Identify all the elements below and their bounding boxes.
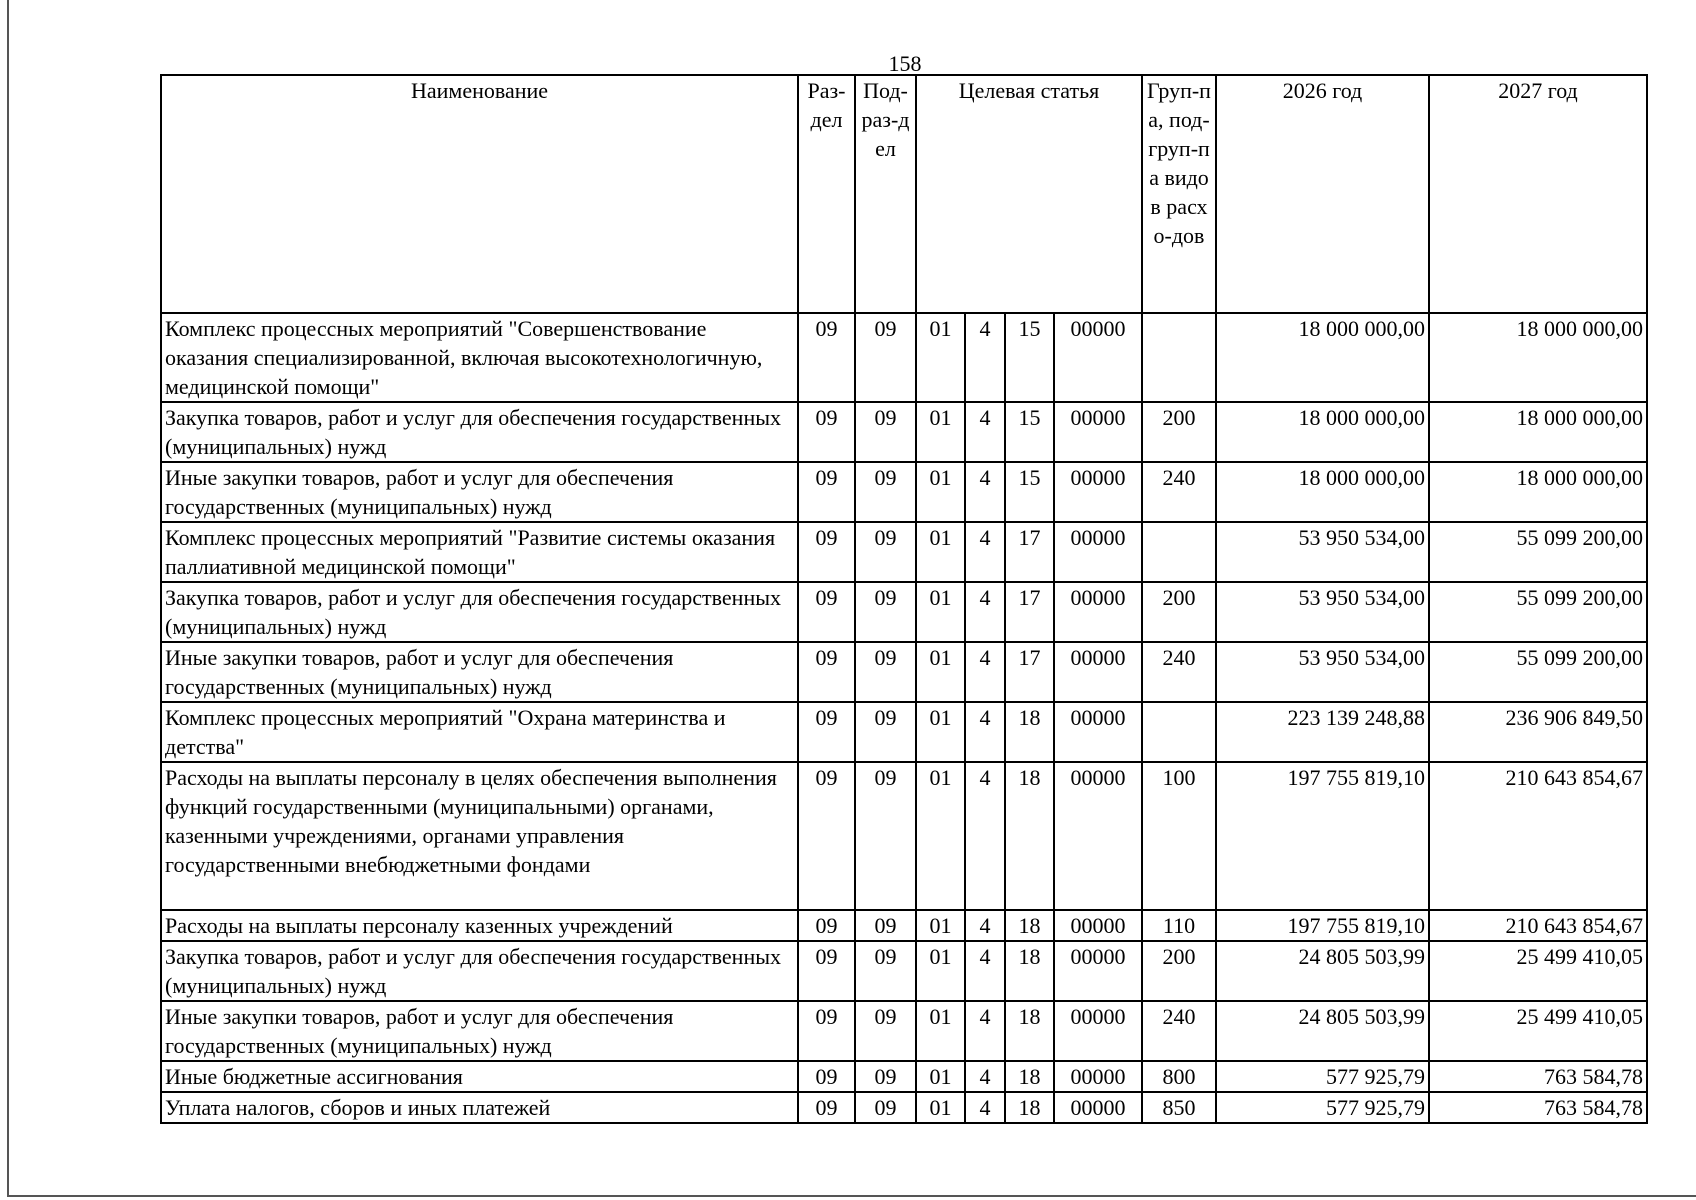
- col-head-target: Целевая статья: [916, 75, 1142, 313]
- cell-name: Закупка товаров, работ и услуг для обеспечения государственных (муниципальных) нужд: [161, 402, 798, 462]
- cell-group: 200: [1142, 582, 1216, 642]
- cell-razdel: 09: [798, 762, 855, 910]
- cell-target-direction: 00000: [1054, 582, 1142, 642]
- cell-razdel: 09: [798, 1061, 855, 1092]
- cell-2027: 25 499 410,05: [1429, 941, 1647, 1001]
- table-row: [161, 762, 1647, 910]
- cell-target-program: 01: [916, 462, 965, 522]
- table-row: [161, 582, 1647, 642]
- table-row: [161, 402, 1647, 462]
- cell-target-type: 4: [965, 582, 1005, 642]
- cell-2026: 53 950 534,00: [1216, 642, 1429, 702]
- cell-target-direction: 00000: [1054, 313, 1142, 402]
- col-head-razdel: Раз-дел: [798, 75, 855, 313]
- cell-2027: 763 584,78: [1429, 1092, 1647, 1123]
- cell-target-element: 18: [1005, 910, 1054, 941]
- cell-target-program: 01: [916, 402, 965, 462]
- cell-razdel: 09: [798, 582, 855, 642]
- cell-target-element: 18: [1005, 1092, 1054, 1123]
- cell-podrazdel: 09: [855, 762, 916, 910]
- cell-group: 240: [1142, 1001, 1216, 1061]
- cell-target-element: 15: [1005, 462, 1054, 522]
- cell-name: Комплекс процессных мероприятий "Совершенствование оказания специализированной, включая высокотехнологичную, медицинской помощи": [161, 313, 798, 402]
- cell-target-element: 15: [1005, 402, 1054, 462]
- cell-razdel: 09: [798, 642, 855, 702]
- col-head-name: Наименование: [161, 75, 798, 313]
- cell-group: 100: [1142, 762, 1216, 910]
- cell-target-program: 01: [916, 1061, 965, 1092]
- cell-target-program: 01: [916, 642, 965, 702]
- table-row: [161, 1061, 1647, 1092]
- cell-2027: 55 099 200,00: [1429, 522, 1647, 582]
- scan-bottom-edge: [7, 1195, 1696, 1197]
- cell-group: [1142, 313, 1216, 402]
- cell-2027: 55 099 200,00: [1429, 642, 1647, 702]
- col-head-2027: 2027 год: [1429, 75, 1647, 313]
- page-number: 158: [888, 51, 922, 76]
- cell-target-direction: 00000: [1054, 1001, 1142, 1061]
- cell-target-program: 01: [916, 910, 965, 941]
- cell-razdel: 09: [798, 402, 855, 462]
- cell-target-direction: 00000: [1054, 941, 1142, 1001]
- table-row: [161, 522, 1647, 582]
- cell-razdel: 09: [798, 1001, 855, 1061]
- cell-target-type: 4: [965, 642, 1005, 702]
- cell-razdel: 09: [798, 941, 855, 1001]
- cell-target-element: 18: [1005, 762, 1054, 910]
- cell-2027: 55 099 200,00: [1429, 582, 1647, 642]
- cell-2027: 18 000 000,00: [1429, 462, 1647, 522]
- cell-name: Иные закупки товаров, работ и услуг для обеспечения государственных (муниципальных) нужд: [161, 462, 798, 522]
- cell-razdel: 09: [798, 1092, 855, 1123]
- cell-2026: 577 925,79: [1216, 1092, 1429, 1123]
- cell-podrazdel: 09: [855, 402, 916, 462]
- table-row: [161, 642, 1647, 702]
- cell-target-direction: 00000: [1054, 462, 1142, 522]
- cell-target-type: 4: [965, 1092, 1005, 1123]
- cell-target-type: 4: [965, 941, 1005, 1001]
- cell-name: Комплекс процессных мероприятий "Развитие системы оказания паллиативной медицинской помощи": [161, 522, 798, 582]
- cell-podrazdel: 09: [855, 1061, 916, 1092]
- table-row: [161, 910, 1647, 941]
- cell-podrazdel: 09: [855, 522, 916, 582]
- cell-name: Расходы на выплаты персоналу в целях обеспечения выполнения функций государственными (муниципальными) органами, казенными учреждениями, органами управления государственными внебюджетными фондами: [161, 762, 798, 910]
- cell-target-program: 01: [916, 941, 965, 1001]
- cell-2026: 18 000 000,00: [1216, 462, 1429, 522]
- cell-target-element: 18: [1005, 1061, 1054, 1092]
- cell-name: Уплата налогов, сборов и иных платежей: [161, 1092, 798, 1123]
- cell-2026: 18 000 000,00: [1216, 402, 1429, 462]
- cell-2026: 197 755 819,10: [1216, 910, 1429, 941]
- cell-group: 110: [1142, 910, 1216, 941]
- col-head-group: Груп-па, под-груп-па видов расхо-дов: [1142, 75, 1216, 313]
- table-row: [161, 462, 1647, 522]
- cell-2027: 763 584,78: [1429, 1061, 1647, 1092]
- cell-target-element: 18: [1005, 702, 1054, 762]
- cell-target-direction: 00000: [1054, 1061, 1142, 1092]
- cell-name: Комплекс процессных мероприятий "Охрана материнства и детства": [161, 702, 798, 762]
- cell-podrazdel: 09: [855, 313, 916, 402]
- cell-target-element: 17: [1005, 582, 1054, 642]
- cell-target-type: 4: [965, 402, 1005, 462]
- cell-target-direction: 00000: [1054, 702, 1142, 762]
- cell-podrazdel: 09: [855, 1001, 916, 1061]
- table-row: [161, 702, 1647, 762]
- cell-target-element: 17: [1005, 522, 1054, 582]
- cell-target-type: 4: [965, 1061, 1005, 1092]
- cell-2027: 210 643 854,67: [1429, 910, 1647, 941]
- cell-name: Иные закупки товаров, работ и услуг для обеспечения государственных (муниципальных) нужд: [161, 1001, 798, 1061]
- cell-2027: 210 643 854,67: [1429, 762, 1647, 910]
- cell-2027: 236 906 849,50: [1429, 702, 1647, 762]
- cell-razdel: 09: [798, 910, 855, 941]
- cell-target-type: 4: [965, 1001, 1005, 1061]
- cell-2026: 18 000 000,00: [1216, 313, 1429, 402]
- cell-target-element: 18: [1005, 1001, 1054, 1061]
- cell-target-program: 01: [916, 1092, 965, 1123]
- cell-2027: 18 000 000,00: [1429, 313, 1647, 402]
- cell-razdel: 09: [798, 313, 855, 402]
- cell-target-element: 18: [1005, 941, 1054, 1001]
- cell-target-direction: 00000: [1054, 1092, 1142, 1123]
- cell-2026: 223 139 248,88: [1216, 702, 1429, 762]
- table-row: [161, 313, 1647, 402]
- cell-2026: 24 805 503,99: [1216, 1001, 1429, 1061]
- cell-target-program: 01: [916, 1001, 965, 1061]
- cell-target-program: 01: [916, 313, 965, 402]
- cell-group: 240: [1142, 642, 1216, 702]
- cell-podrazdel: 09: [855, 910, 916, 941]
- cell-2026: 53 950 534,00: [1216, 522, 1429, 582]
- cell-group: 240: [1142, 462, 1216, 522]
- cell-2027: 18 000 000,00: [1429, 402, 1647, 462]
- cell-2027: 25 499 410,05: [1429, 1001, 1647, 1061]
- cell-2026: 197 755 819,10: [1216, 762, 1429, 910]
- cell-group: 200: [1142, 941, 1216, 1001]
- cell-group: 850: [1142, 1092, 1216, 1123]
- cell-group: 200: [1142, 402, 1216, 462]
- cell-podrazdel: 09: [855, 642, 916, 702]
- cell-group: 800: [1142, 1061, 1216, 1092]
- cell-2026: 53 950 534,00: [1216, 582, 1429, 642]
- cell-target-element: 15: [1005, 313, 1054, 402]
- cell-target-direction: 00000: [1054, 762, 1142, 910]
- cell-group: [1142, 522, 1216, 582]
- cell-target-program: 01: [916, 522, 965, 582]
- cell-target-program: 01: [916, 702, 965, 762]
- cell-target-direction: 00000: [1054, 642, 1142, 702]
- cell-target-direction: 00000: [1054, 402, 1142, 462]
- cell-target-type: 4: [965, 702, 1005, 762]
- cell-2026: 24 805 503,99: [1216, 941, 1429, 1001]
- cell-target-type: 4: [965, 762, 1005, 910]
- cell-target-direction: 00000: [1054, 522, 1142, 582]
- cell-podrazdel: 09: [855, 582, 916, 642]
- cell-podrazdel: 09: [855, 462, 916, 522]
- table-row: [161, 1092, 1647, 1123]
- table-header-row: [161, 75, 1647, 313]
- cell-target-program: 01: [916, 762, 965, 910]
- cell-name: Закупка товаров, работ и услуг для обеспечения государственных (муниципальных) нужд: [161, 941, 798, 1001]
- cell-razdel: 09: [798, 702, 855, 762]
- cell-podrazdel: 09: [855, 1092, 916, 1123]
- cell-group: [1142, 702, 1216, 762]
- cell-target-program: 01: [916, 582, 965, 642]
- scan-left-edge: [7, 0, 9, 1196]
- col-head-2026: 2026 год: [1216, 75, 1429, 313]
- cell-target-type: 4: [965, 462, 1005, 522]
- cell-target-direction: 00000: [1054, 910, 1142, 941]
- cell-target-type: 4: [965, 910, 1005, 941]
- table-row: [161, 941, 1647, 1001]
- cell-name: Расходы на выплаты персоналу казенных учреждений: [161, 910, 798, 941]
- cell-2026: 577 925,79: [1216, 1061, 1429, 1092]
- cell-razdel: 09: [798, 522, 855, 582]
- col-head-podrazdel: Под-раз-дел: [855, 75, 916, 313]
- cell-target-element: 17: [1005, 642, 1054, 702]
- table-row: [161, 1001, 1647, 1061]
- cell-name: Иные закупки товаров, работ и услуг для обеспечения государственных (муниципальных) нужд: [161, 642, 798, 702]
- cell-name: Закупка товаров, работ и услуг для обеспечения государственных (муниципальных) нужд: [161, 582, 798, 642]
- cell-razdel: 09: [798, 462, 855, 522]
- cell-podrazdel: 09: [855, 941, 916, 1001]
- budget-table: [160, 74, 1648, 1124]
- cell-name: Иные бюджетные ассигнования: [161, 1061, 798, 1092]
- cell-podrazdel: 09: [855, 702, 916, 762]
- cell-target-type: 4: [965, 313, 1005, 402]
- cell-target-type: 4: [965, 522, 1005, 582]
